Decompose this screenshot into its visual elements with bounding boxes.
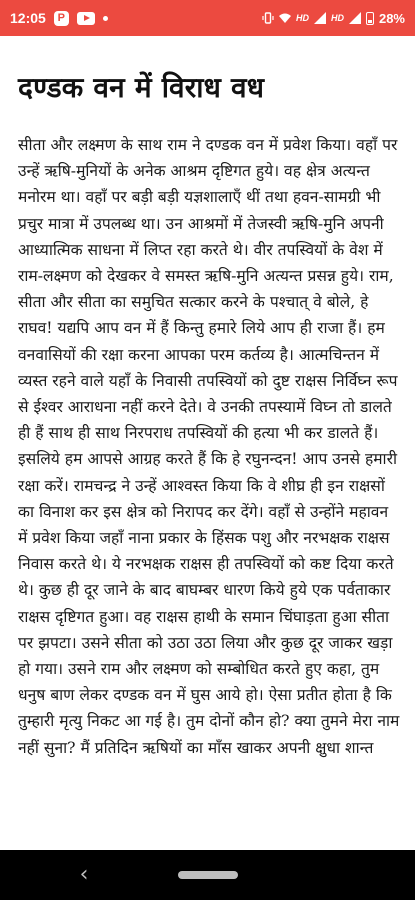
status-right bbox=[262, 11, 405, 26]
status-time: 12:05 bbox=[10, 10, 46, 26]
network-label-2: HD bbox=[330, 13, 344, 23]
signal-icon bbox=[314, 12, 326, 24]
home-button[interactable] bbox=[178, 871, 238, 879]
navigation-bar bbox=[0, 850, 415, 900]
signal-icon bbox=[349, 12, 361, 24]
back-button[interactable]: ‹ bbox=[79, 862, 89, 887]
battery-percent: 28% bbox=[378, 10, 405, 26]
battery-icon bbox=[366, 12, 374, 25]
notification-dot bbox=[103, 16, 108, 21]
notification-app-icon: P bbox=[54, 11, 69, 26]
vibrate-icon bbox=[262, 12, 274, 24]
article-body: सीता और लक्ष्मण के साथ राम ने दण्डक वन में प्रवेश किया। वहाँ पर उन्हें ऋषि-मुनियों के अनेक आश्रम दृष्टिगत हुये। वह क्षेत्र अत्यन्त मनोरम था। वहाँ पर बड़ी बड़ी यज्ञशालाएँ थीं तथा हवन-सामग्री भी प्रचुर मात्रा में उपलब्ध था। उन आश्रमों में तेजस्वी ऋषि-मुनि अपनी आध्यात्मिक साधना में लिप्त रहा करते थे। वीर तपस्वियों के वेश में राम-लक्ष्मण को देखकर वे समस्त ऋषि-मुनि अत्यन्त प्रसन्न हुये। राम, सीता और सीता का समुचित सत्कार करने के पश्चात् वे बोले, हे राघव! यद्यपि आप वन में हैं किन्तु हमारे लिये आप ही राजा हैं। हम वनवासियों की रक्षा करना आपका परम कर्तव्य है। आत्मचिन्तन में व्यस्त रहने वाले यहाँ के निवासी तपस्वियों को दुष्ट राक्षस निर्विघ्न रूप से ईश्वर आराधना नहीं करने देते। वे उनकी तपस्यामें विघ्न तो डालते ही हैं साथ ही साथ निरपराध तपस्वियों की हत्या भी कर डालते हैं। इसलिये हम आपसे आग्रह करते हैं कि हे रघुनन्दन! आप उनसे हमारी रक्षा करें। रामचन्द्र ने उन्हें आश्वस्त किया कि वे शीघ्र ही इन राक्षसों का विनाश कर इस क्षेत्र को निरापद कर देंगे। वहाँ से उन्होंने महावन में प्रवेश किया जहाँ नाना प्रकार के हिंसक पशु और नरभक्षक राक्षस निवास करते थे। ये नरभक्षक राक्षस ही तपस्वियों को कष्ट दिया करते थे। कुछ ही दूर जाने के बाद बाघम्बर धारण किये हुये एक पर्वताकार राक्षस दृष्टिगत हुआ। वह राक्षस हाथी के समान चिंघाड़ता हुआ सीता पर झपटा। उसने सीता को उठा उठा लिया और कुछ दूर जाकर खड़ा हो गया। उसने राम और लक्ष्मण को सम्बोधित करते हुए कहा, तुम धनुष बाण लेकर दण्डक वन में घुस आये हो। ऐसा प्रतीत होता है कि तुम्हारी मृत्यु निकट आ गई है। तुम दोनों कौन हो? क्या तुमने मेरा नाम नहीं सुना? मैं प्रतिदिन ऋषियों का माँस खाकर अपनी क्षुधा शान्त bbox=[18, 136, 400, 757]
page-title: दण्डक वन में विराध वध bbox=[18, 71, 265, 104]
youtube-icon bbox=[77, 12, 95, 25]
network-label-1: HD bbox=[295, 13, 309, 23]
status-bar bbox=[0, 0, 415, 36]
status-left bbox=[10, 10, 108, 26]
wifi-icon bbox=[279, 12, 291, 24]
article-content[interactable] bbox=[0, 36, 415, 850]
